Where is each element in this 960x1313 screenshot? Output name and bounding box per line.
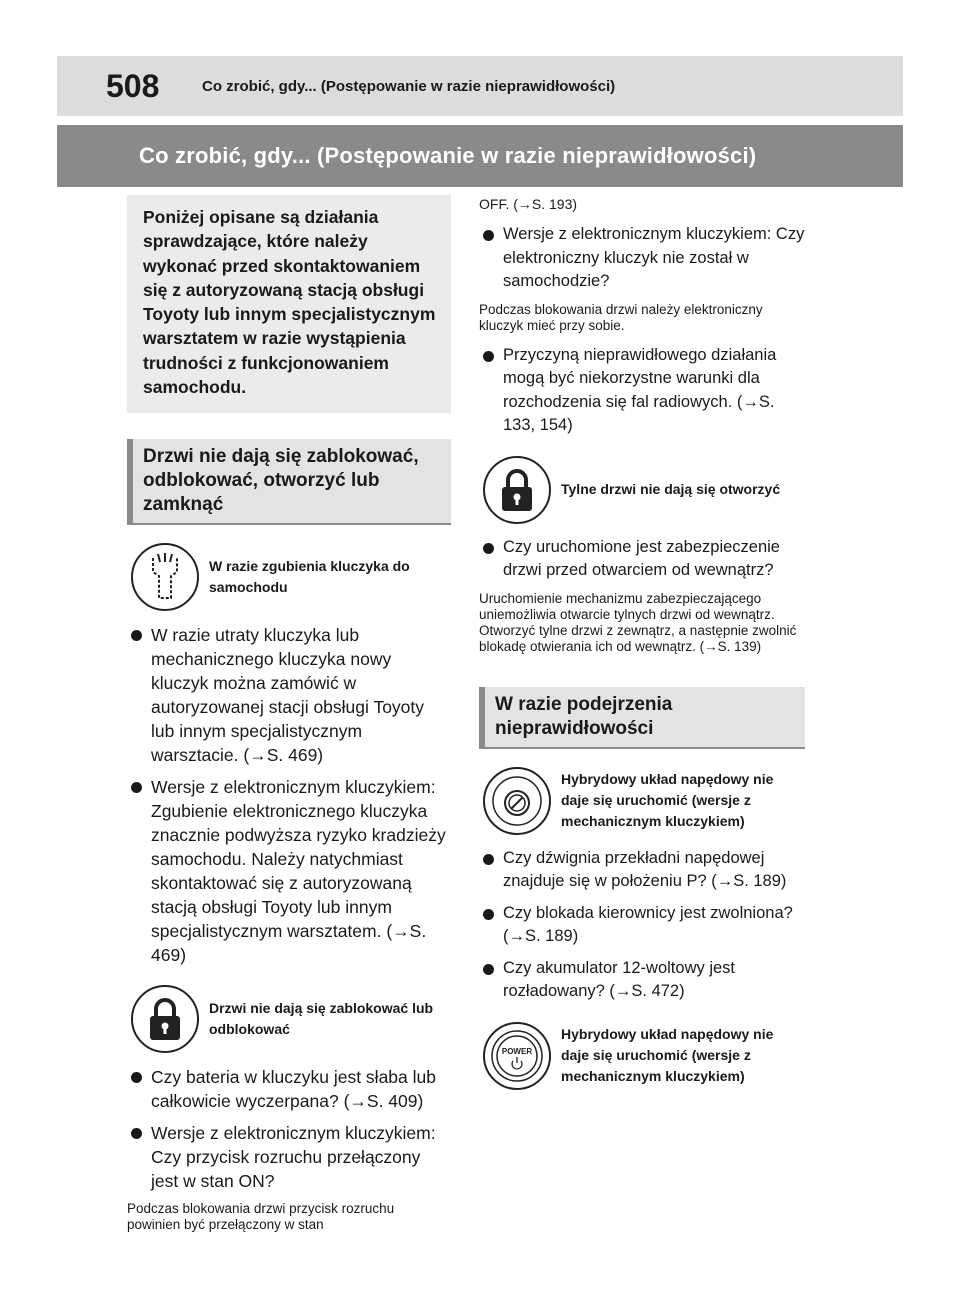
bullet-item: Wersje z elektronicznym kluczykiem: Zgubienie elektronicznego kluczyka znacznie podwyższa ryzyko kradzieży samochodu. Należy natychmiast skontaktować się z autoryzowaną stacją obsługi Toyoty lub innym specjalistycznym warsztatem. (→S. 469) [127, 775, 451, 967]
power-button-icon-circle [483, 1022, 551, 1090]
key-icon-circle [131, 543, 199, 611]
situation-label: Drzwi nie dają się zablokować lub odblokować [209, 1000, 434, 1038]
page-number: 508 [106, 67, 160, 104]
bullet-item: Czy uruchomione jest zabezpieczenie drzwi przed otwarciem od wewnątrz? [479, 536, 805, 583]
running-title: Co zrobić, gdy... (Postępowanie w razie nieprawidłowości) [202, 77, 616, 95]
situation-label: Tylne drzwi nie dają się otworzyć [561, 481, 781, 497]
chapter-title-band [57, 125, 903, 187]
situation-label: W razie zgubienia kluczyka do samochodu [209, 558, 410, 596]
intro-box: Poniżej opisane są działania sprawdzające, które należy wykonać przed skontaktowaniem się z autoryzowaną stacją obsługi Toyoty lub innym specjalistycznym warsztatem w razie wystąpienia trudności z funkcjonowaniem samochodu. [127, 195, 451, 413]
situation-ignition-key [483, 767, 805, 835]
situation-label: Hybrydowy układ napędowy nie daje się uruchomić (wersje z mechanicznym kluczykiem) [561, 1026, 774, 1084]
bullet-item: Czy blokada kierownicy jest zwolniona? (→S. 189) [479, 902, 805, 949]
section-heading-doors: Drzwi nie dają się zablokować, odblokować, otworzyć lub zamknąć [127, 439, 451, 525]
bullet-item: Czy bateria w kluczyku jest słaba lub całkowicie wyczerpana? (→S. 409) [127, 1065, 451, 1113]
bullet-item: Czy akumulator 12-woltowy jest rozładowany? (→S. 472) [479, 957, 805, 1004]
situation-power-button [483, 1022, 805, 1090]
lock-icon-circle [483, 456, 551, 524]
bullet-item: Czy dźwignia przekładni napędowej znajduje się w położeniu P? (→S. 189) [479, 847, 805, 894]
section-heading-malfunction: W razie podejrzenia nieprawidłowości [479, 687, 805, 749]
situation-label: Hybrydowy układ napędowy nie daje się uruchomić (wersje z mechanicznym kluczykiem) [561, 771, 774, 829]
note-text: Podczas blokowania drzwi przycisk rozruchu powinien być przełączony w stan [127, 1201, 395, 1233]
situation-doors-lock [131, 985, 451, 1053]
lock-icon [147, 997, 183, 1041]
power-button-icon [489, 1028, 545, 1084]
situation-lost-key [131, 543, 451, 611]
lock-icon [499, 468, 535, 512]
power-button-text: POWER [501, 1046, 533, 1056]
bullet-item: Wersje z elektronicznym kluczykiem: Czy przycisk rozruchu przełączony jest w stan ON? [127, 1121, 451, 1193]
situation-rear-doors [483, 456, 805, 524]
lock-icon-circle [131, 985, 199, 1053]
continued-text: OFF. (→S. 193) [479, 196, 578, 212]
bullet-item: W razie utraty kluczyka lub mechanicznego kluczyka nowy kluczyk można zamówić w autoryzowanej stacji obsługi Toyoty lub innym specjalistycznym warsztacie. (→S. 469) [127, 623, 451, 767]
bullet-item: Przyczyną nieprawidłowego działania mogą być niekorzystne warunki dla rozchodzenia się fal radiowych. (→S. 133, 154) [479, 344, 805, 438]
ignition-switch-icon-circle [483, 767, 551, 835]
key-icon [145, 552, 185, 602]
running-header [57, 56, 903, 116]
ignition-switch-icon [489, 773, 545, 829]
right-column [479, 195, 805, 1102]
bullet-item: Wersje z elektronicznym kluczykiem: Czy elektroniczny kluczyk nie został w samochodzie? [479, 223, 805, 294]
left-column [127, 195, 451, 1243]
note-text: Uruchomienie mechanizmu zabezpieczającego uniemożliwia otwarcie tylnych drzwi od wewnątrz. Otworzyć tylne drzwi z zewnątrz, a następnie zwolnić blokadę otwierania ich od wewnątrz. (→S. 139) [479, 590, 797, 654]
note-text: Podczas blokowania drzwi należy elektroniczny kluczyk mieć przy sobie. [479, 301, 763, 333]
chapter-title: Co zrobić, gdy... (Postępowanie w razie nieprawidłowości) [139, 143, 757, 168]
